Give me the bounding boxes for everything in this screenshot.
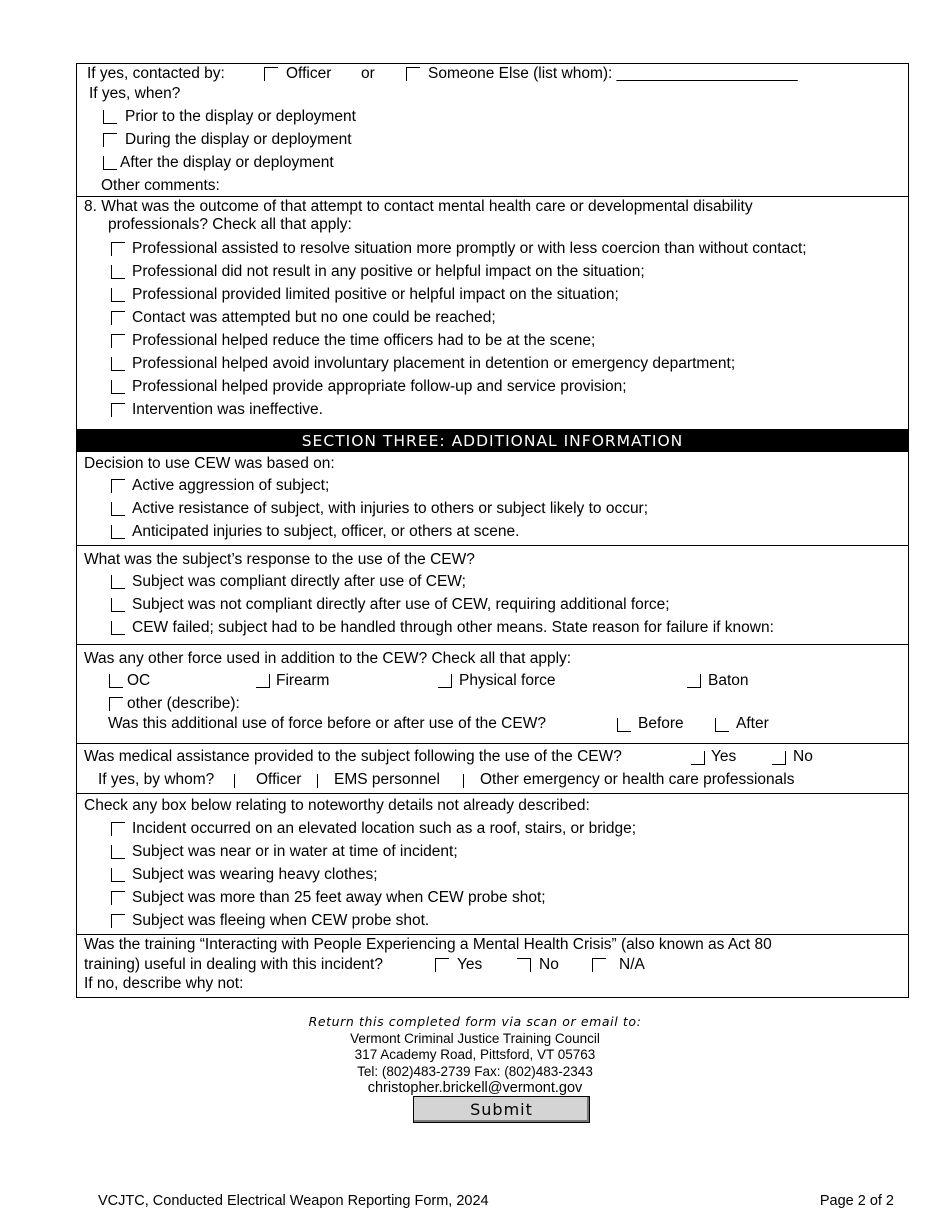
q8-option-label: Professional helped reduce the time officers had to be at the scene; (132, 332, 596, 349)
training-yes-checkbox[interactable] (435, 958, 449, 972)
other-professional-label: Other emergency or health care professionals (480, 771, 795, 788)
decision-section (76, 452, 909, 546)
return-instruction: Return this completed form via scan or email to: (308, 1014, 642, 1029)
decision-option-checkbox[interactable] (111, 502, 125, 516)
response-option-checkbox[interactable] (111, 621, 125, 635)
ems-checkbox[interactable] (317, 774, 331, 788)
decision-option-label: Anticipated injuries to subject, officer, or others at scene. (132, 523, 520, 540)
response-option-label: Subject was not compliant directly after use of CEW, requiring additional force; (132, 596, 670, 613)
details-option-checkbox[interactable] (111, 822, 125, 836)
response-label: What was the subject’s response to the use of the CEW? (84, 551, 475, 568)
physical-force-label: Physical force (459, 672, 556, 689)
training-no-label: No (539, 956, 559, 973)
other-force-describe-label: other (describe): (127, 695, 240, 712)
decision-option-checkbox[interactable] (111, 479, 125, 493)
decision-option-checkbox[interactable] (111, 525, 125, 539)
baton-checkbox[interactable] (687, 674, 701, 688)
section-three-banner: SECTION THREE: ADDITIONAL INFORMATION (76, 430, 909, 452)
response-section (76, 546, 909, 645)
prior-label: Prior to the display or deployment (125, 108, 356, 125)
training-na-label: N/A (619, 956, 645, 973)
contacted-by-label: If yes, contacted by: (87, 65, 225, 82)
q8-option-checkbox[interactable] (111, 242, 125, 256)
q8-option-label: Professional helped avoid involuntary placement in detention or emergency department; (132, 355, 736, 372)
physical-force-checkbox[interactable] (438, 674, 452, 688)
someone-else-label: Someone Else (list whom): _____________________ (428, 65, 798, 82)
if-no-label: If no, describe why not: (84, 975, 244, 992)
before-after-label: Was this additional use of force before or after use of the CEW? (108, 715, 546, 732)
prior-checkbox[interactable] (103, 110, 117, 124)
details-section (76, 794, 909, 935)
details-option-checkbox[interactable] (111, 914, 125, 928)
q8-option-label: Professional helped provide appropriate follow-up and service provision; (132, 378, 627, 395)
q8-option-checkbox[interactable] (111, 403, 125, 417)
decision-option-label: Active resistance of subject, with injuries to others or subject likely to occur; (132, 500, 649, 517)
other-professional-checkbox[interactable] (463, 774, 477, 788)
medical-officer-label: Officer (256, 771, 302, 788)
decision-label: Decision to use CEW was based on: (84, 455, 335, 472)
before-label: Before (638, 715, 684, 732)
medical-section (76, 744, 909, 794)
submit-button[interactable]: Submit (413, 1096, 590, 1123)
before-checkbox[interactable] (617, 718, 631, 732)
training-na-checkbox[interactable] (592, 958, 606, 972)
response-option-checkbox[interactable] (111, 575, 125, 589)
training-no-checkbox[interactable] (517, 958, 531, 972)
during-checkbox[interactable] (103, 133, 117, 147)
q8-option-checkbox[interactable] (111, 357, 125, 371)
q8-option-checkbox[interactable] (111, 265, 125, 279)
org-address: 317 Academy Road, Pittsford, VT 05763 (354, 1047, 596, 1062)
firearm-checkbox[interactable] (256, 674, 270, 688)
firearm-label: Firearm (276, 672, 330, 689)
footer-page-number: Page 2 of 2 (819, 1193, 894, 1209)
when-label: If yes, when? (89, 85, 181, 102)
details-label: Check any box below relating to noteworthy details not already described: (84, 797, 590, 814)
officer-label: Officer (286, 65, 332, 82)
training-yes-label: Yes (457, 956, 483, 973)
org-email: christopher.brickell@vermont.gov (367, 1080, 583, 1096)
q8-option-label: Professional provided limited positive or helpful impact on the situation; (132, 286, 619, 303)
q8-option-checkbox[interactable] (111, 334, 125, 348)
other-comments-label: Other comments: (101, 177, 220, 194)
q8-option-label: Professional did not result in any positive or helpful impact on the situation; (132, 263, 645, 280)
org-name: Vermont Criminal Justice Training Council (350, 1030, 600, 1046)
details-option-label: Subject was near or in water at time of incident; (132, 843, 458, 860)
response-option-label: Subject was compliant directly after use of CEW; (132, 573, 466, 590)
during-label: During the display or deployment (125, 131, 352, 148)
by-whom-label: If yes, by whom? (98, 771, 215, 788)
other-force-label: Was any other force used in addition to the CEW? Check all that apply: (84, 650, 572, 667)
q8-option-checkbox[interactable] (111, 311, 125, 325)
someone-else-checkbox[interactable] (406, 67, 420, 81)
after-checkbox[interactable] (103, 156, 117, 170)
details-option-checkbox[interactable] (111, 891, 125, 905)
q8-option-checkbox[interactable] (111, 380, 125, 394)
medical-no-checkbox[interactable] (772, 751, 786, 765)
q8-option-label: Professional assisted to resolve situation more promptly or with less coercion than without contact; (132, 240, 807, 257)
org-phone: Tel: (802)483-2739 Fax: (802)483-2343 (357, 1063, 593, 1079)
oc-label: OC (127, 672, 151, 689)
details-option-label: Subject was more than 25 feet away when CEW probe shot; (132, 889, 546, 906)
medical-label: Was medical assistance provided to the subject following the use of the CEW? (84, 748, 622, 765)
response-option-label: CEW failed; subject had to be handled through other means. State reason for failure if known: (132, 619, 774, 636)
response-option-checkbox[interactable] (111, 598, 125, 612)
details-option-label: Incident occurred on an elevated location such as a roof, stairs, or bridge; (132, 820, 637, 837)
officer-checkbox[interactable] (264, 67, 278, 81)
training-question: Was the training “Interacting with People Experiencing a Mental Health Crisis” (also known as Act 80 (84, 936, 772, 953)
after-force-label: After (736, 715, 769, 732)
training-question-cont: training) useful in dealing with this incident? (84, 956, 383, 973)
details-option-label: Subject was fleeing when CEW probe shot. (132, 912, 430, 929)
decision-option-label: Active aggression of subject; (132, 477, 330, 494)
details-option-label: Subject was wearing heavy clothes; (132, 866, 378, 883)
other-force-describe-checkbox[interactable] (109, 697, 123, 711)
or-label: or (361, 65, 375, 82)
other-force-section (76, 645, 909, 744)
baton-label: Baton (708, 672, 749, 689)
footer-form-name: VCJTC, Conducted Electrical Weapon Reporting Form, 2024 (98, 1193, 489, 1209)
medical-yes-checkbox[interactable] (691, 751, 705, 765)
return-info (0, 1014, 950, 1097)
after-label: After the display or deployment (120, 154, 334, 171)
details-option-checkbox[interactable] (111, 845, 125, 859)
q8-option-label: Intervention was ineffective. (132, 401, 323, 418)
q8-section (76, 197, 909, 430)
q8-option-label: Contact was attempted but no one could be reached; (132, 309, 496, 326)
medical-officer-checkbox[interactable] (234, 774, 248, 788)
after-force-checkbox[interactable] (715, 718, 729, 732)
ems-label: EMS personnel (334, 771, 440, 788)
training-section (76, 935, 909, 998)
q8-question: 8. What was the outcome of that attempt to contact mental health care or developmental disability (84, 198, 753, 215)
report-form (76, 63, 909, 998)
q8-question-cont: professionals? Check all that apply: (108, 216, 352, 233)
medical-no-label: No (793, 748, 813, 765)
details-option-checkbox[interactable] (111, 868, 125, 882)
contact-section (76, 63, 909, 197)
q8-option-checkbox[interactable] (111, 288, 125, 302)
medical-yes-label: Yes (711, 748, 737, 765)
oc-checkbox[interactable] (109, 674, 123, 688)
